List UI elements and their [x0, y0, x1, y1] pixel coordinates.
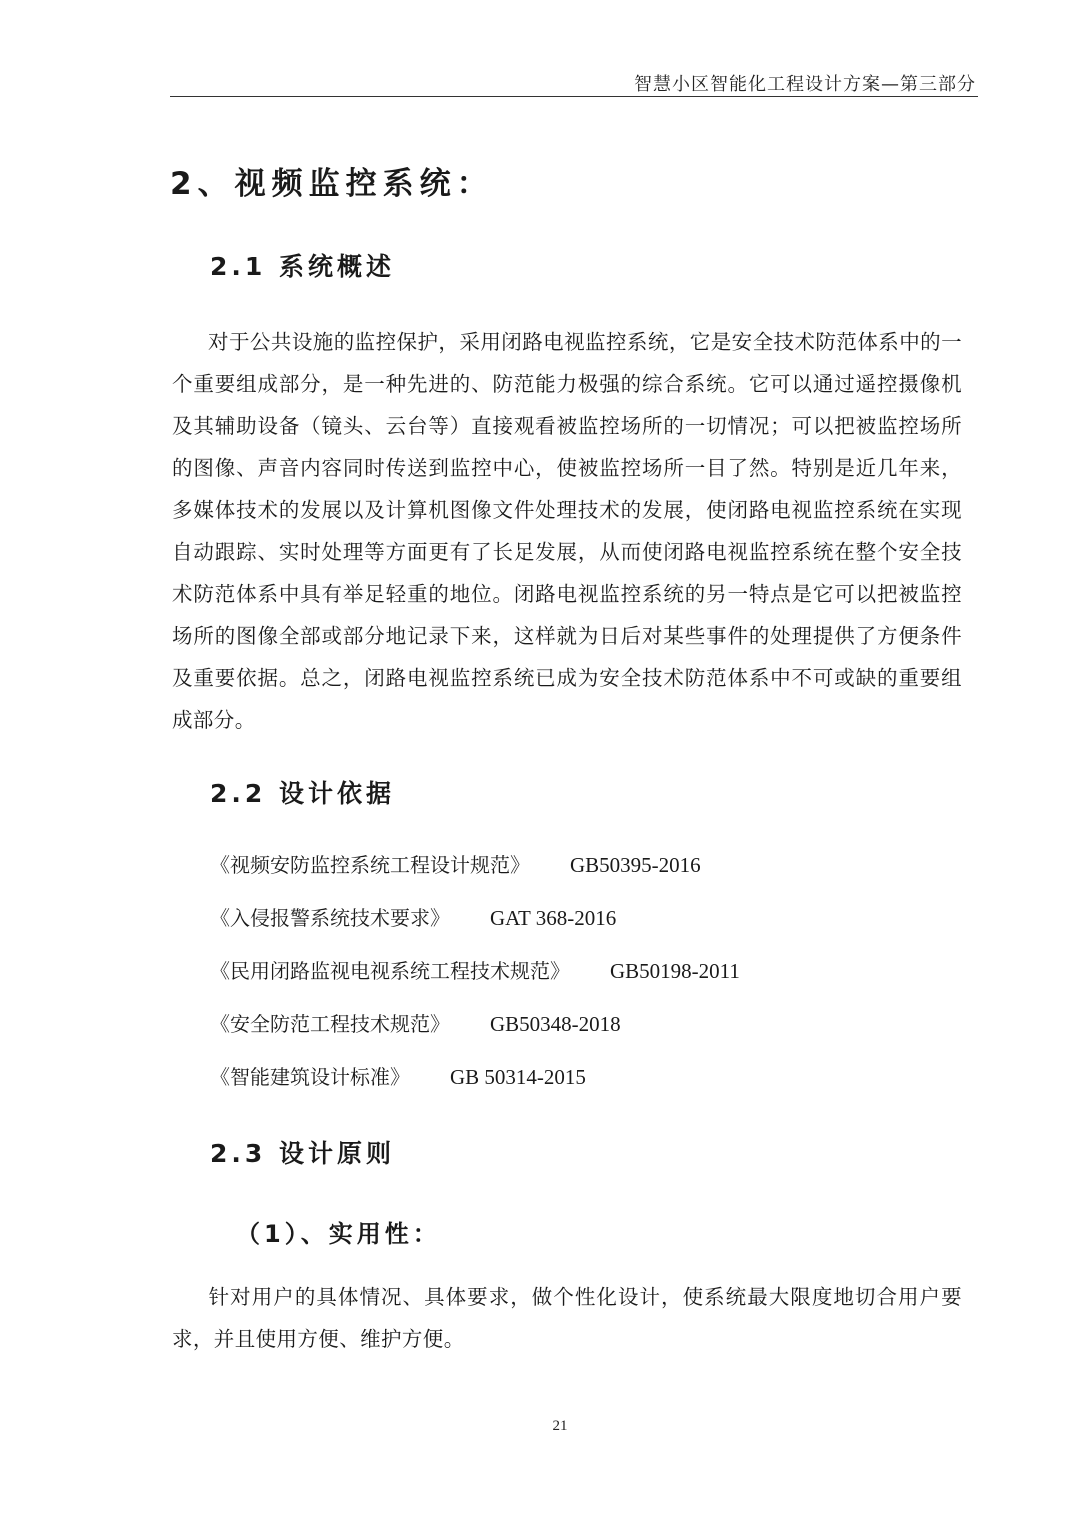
reference-code: GB 50314-2015 [450, 1065, 586, 1089]
reference-title: 《视频安防监控系统工程设计规范》 [210, 853, 530, 877]
document-title: 智慧小区智能化工程设计方案—第三部分 [634, 74, 976, 95]
practicality-text: 针对用户的具体情况、具体要求，做个性化设计，使系统最大限度地切合用户要求，并且使用方便、维护方便。 [172, 1285, 962, 1351]
reference-code: GB50348-2018 [490, 1012, 621, 1036]
overview-text: 对于公共设施的监控保护，采用闭路电视监控系统，它是安全技术防范体系中的一个重要组成部分，是一种先进的、防范能力极强的综合系统。它可以通过遥控摄像机及其辅助设备（镜头、云台等）直接观看被监控场所的一切情况；可以把被监控场所的图像、声音内容同时传送到监控中心，使被监控场所一目了然。特别是近几年来，多媒体技术的发展以及计算机图像文件处理技术的发展，使闭路电视监控系统在实现自动跟踪、实时处理等方面更有了长足发展，从而使闭路电视监控系统在整个安全技术防范体系中具有举足轻重的地位。闭路电视监控系统的另一特点是它可以把被监控场所的图像全部或部分地记录下来，这样就为日后对某些事件的处理提供了方便条件及重要依据。总之，闭路电视监控系统已成为安全技术防范体系中不可或缺的重要组成部分。 [172, 330, 962, 732]
page-header [170, 66, 978, 97]
reference-title: 《智能建筑设计标准》 [210, 1065, 410, 1089]
reference-code: GB50395-2016 [570, 853, 701, 877]
overview-paragraph [172, 321, 962, 741]
practicality-paragraph [172, 1276, 962, 1360]
overview-heading: 2.1 系统概述 [210, 252, 395, 281]
reference-code: GB50198-2011 [610, 959, 740, 983]
reference-title: 《入侵报警系统技术要求》 [210, 906, 450, 930]
page-number: 21 [552, 1418, 568, 1434]
basis-heading: 2.2 设计依据 [210, 779, 395, 808]
principles-heading: 2.3 设计原则 [210, 1139, 395, 1168]
reference-item [210, 952, 740, 1005]
reference-item [210, 899, 740, 952]
section-heading: 2、视频监控系统： [170, 166, 494, 202]
reference-code: GAT 368-2016 [490, 906, 617, 930]
reference-item [210, 1058, 740, 1111]
reference-item [210, 846, 740, 899]
practicality-heading: （1）、实用性： [236, 1220, 441, 1248]
reference-title: 《安全防范工程技术规范》 [210, 1012, 450, 1036]
reference-list [210, 846, 740, 1111]
reference-item [210, 1005, 740, 1058]
reference-title: 《民用闭路监视电视系统工程技术规范》 [210, 959, 570, 983]
